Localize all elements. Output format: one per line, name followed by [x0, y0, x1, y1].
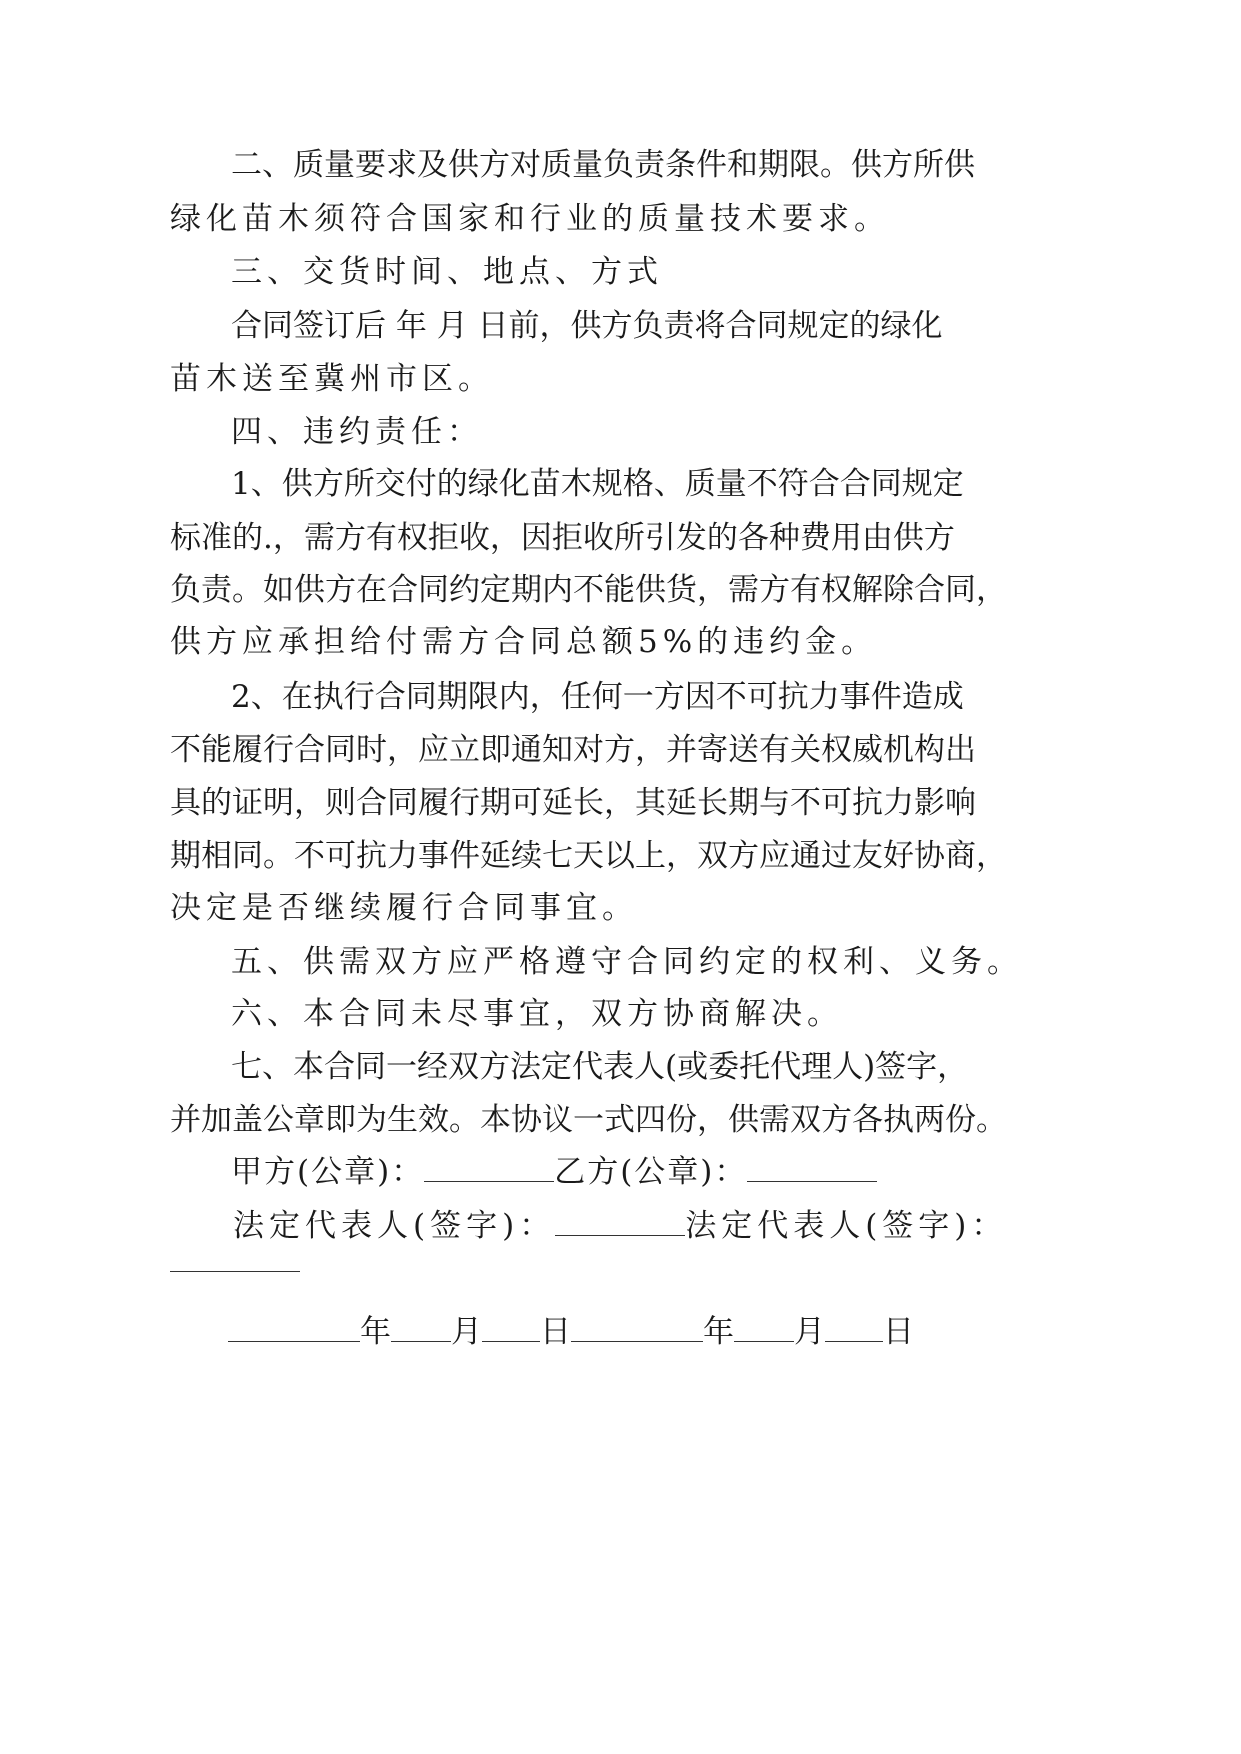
clause-4-2-line-4: 期相同。不可抗力事件延续七天以上，双方应通过友好协商，: [170, 838, 1007, 874]
date-row: [228, 1312, 914, 1352]
clause-4-heading: 四、违约责任：: [231, 414, 483, 450]
clause-6: 六、本合同未尽事宜，双方协商解决。: [231, 996, 843, 1032]
clause-5: 五、供需双方应严格遵守合同约定的权利、义务。: [231, 944, 1023, 980]
rep-b-blank[interactable]: [170, 1243, 300, 1272]
clause-7-line-2: 并加盖公章即为生效。本协议一式四份，供需双方各执两份。: [170, 1102, 1007, 1138]
party-a-seal-blank[interactable]: [424, 1153, 554, 1182]
date-b-day-blank[interactable]: [825, 1313, 883, 1342]
party-b-seal-blank[interactable]: [747, 1153, 877, 1182]
date-a-year-label: 年: [360, 1314, 391, 1350]
date-b-day-label: 日: [883, 1314, 914, 1350]
party-b-seal-label: 乙方(公章)：: [554, 1154, 748, 1190]
representative-row: [233, 1206, 1007, 1246]
clause-2-line-1: 二、质量要求及供方对质量负责条件和期限。供方所供: [231, 147, 975, 183]
clause-7-line-1: 七、本合同一经双方法定代表人(或委托代理人)签字，: [231, 1049, 969, 1085]
clause-2-line-2: 绿化苗木须符合国家和行业的质量技术要求。: [170, 201, 890, 237]
clause-3-line-1: 合同签订后 年 月 日前，供方负责将合同规定的绿化: [231, 308, 943, 344]
clause-3-line-2: 苗木送至冀州市区。: [170, 361, 494, 397]
rep-a-blank[interactable]: [555, 1207, 685, 1236]
date-b-month-blank[interactable]: [734, 1313, 794, 1342]
date-a-day-blank[interactable]: [482, 1313, 540, 1342]
clause-4-2-line-3: 具的证明，则合同履行期可延长，其延长期与不可抗力影响: [170, 785, 976, 821]
date-b-month-label: 月: [794, 1314, 825, 1350]
date-a-day-label: 日: [540, 1314, 571, 1350]
date-b-year-label: 年: [703, 1314, 734, 1350]
clause-4-2-line-2: 不能履行合同时，应立即通知对方，并寄送有关权威机构出: [170, 732, 976, 768]
clause-4-1-line-3: 负责。如供方在合同约定期内不能供货，需方有权解除合同，: [170, 572, 1007, 608]
clause-4-1-line-4: 供方应承担给付需方合同总额5%的违约金。: [170, 624, 878, 660]
date-a-year-blank[interactable]: [228, 1313, 360, 1342]
clause-4-1-line-2: 标准的.，需方有权拒收，因拒收所引发的各种费用由供方: [170, 520, 955, 556]
clause-4-1-line-1: 1、供方所交付的绿化苗木规格、质量不符合合同规定: [231, 466, 964, 502]
date-b-year-blank[interactable]: [571, 1313, 703, 1342]
clause-3-heading: 三、交货时间、地点、方式: [231, 254, 663, 290]
clause-4-2-line-5: 决定是否继续履行合同事宜。: [170, 890, 638, 926]
date-a-month-label: 月: [451, 1314, 482, 1350]
clause-4-2-line-1: 2、在执行合同期限内，任何一方因不可抗力事件造成: [231, 679, 964, 715]
date-a-month-blank[interactable]: [391, 1313, 451, 1342]
seal-row: [231, 1152, 877, 1192]
rep-b-label: 法定代表人(签字)：: [685, 1208, 1008, 1244]
party-a-seal-label: 甲方(公章)：: [231, 1154, 425, 1190]
rep-a-label: 法定代表人(签字)：: [233, 1208, 556, 1244]
